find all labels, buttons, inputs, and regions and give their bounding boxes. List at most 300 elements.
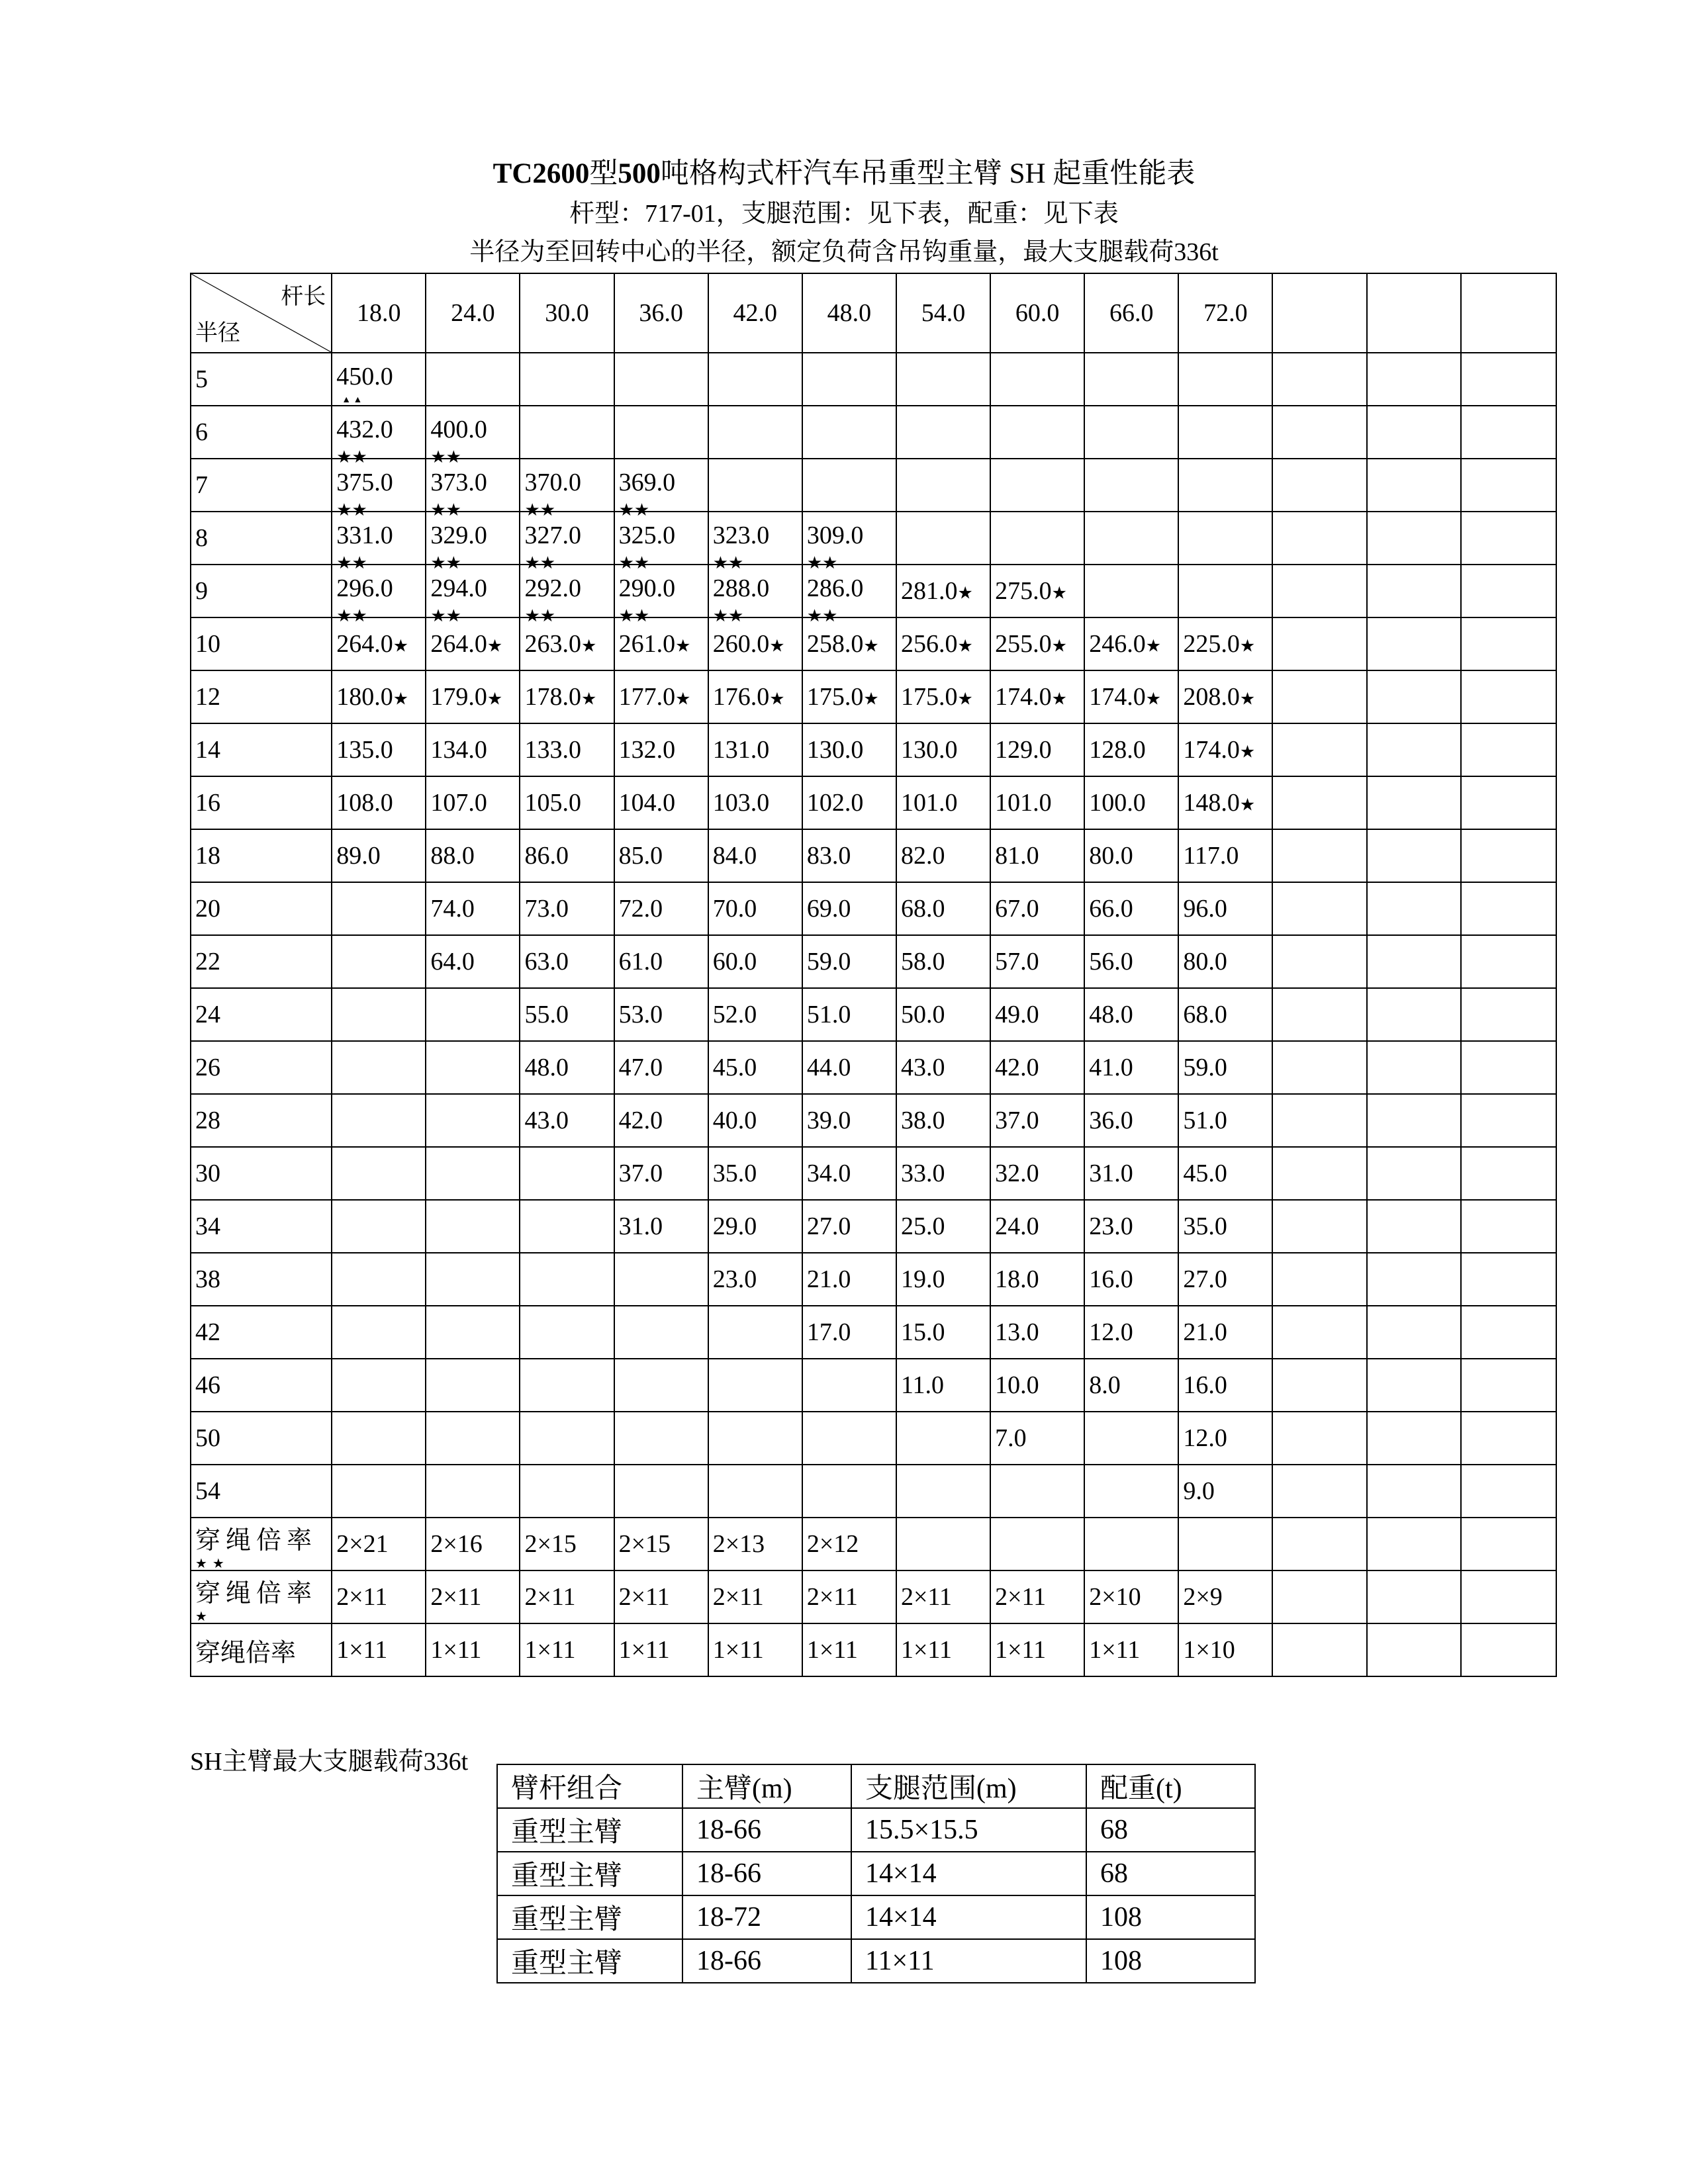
capacity-cell bbox=[332, 1253, 426, 1306]
capacity-cell: 179.0★ bbox=[426, 670, 520, 723]
capacity-cell: 375.0 ★★ bbox=[332, 459, 426, 512]
radius-cell: 5 bbox=[191, 353, 332, 406]
capacity-cell: 32.0 bbox=[990, 1147, 1084, 1200]
reeving-cell: 2×16 bbox=[426, 1518, 520, 1570]
capacity-cell bbox=[1272, 617, 1366, 670]
table-row bbox=[191, 617, 1556, 670]
radius-cell: 10 bbox=[191, 617, 332, 670]
capacity-cell bbox=[896, 1412, 990, 1465]
capacity-cell: 132.0 bbox=[614, 723, 708, 776]
reeving-cell: 2×11 bbox=[614, 1570, 708, 1623]
reeving-cell: 2×11 bbox=[520, 1570, 614, 1623]
capacity-cell: 105.0 bbox=[520, 776, 614, 829]
reeving-cell bbox=[1461, 1570, 1556, 1623]
capacity-cell: 96.0 bbox=[1178, 882, 1272, 935]
capacity-cell: 84.0 bbox=[708, 829, 802, 882]
capacity-cell: 25.0 bbox=[896, 1200, 990, 1253]
capacity-cell bbox=[1272, 829, 1366, 882]
radius-cell: 28 bbox=[191, 1094, 332, 1147]
marker-icon: ★★ bbox=[336, 553, 367, 572]
capacity-cell: 225.0★ bbox=[1178, 617, 1272, 670]
table-row bbox=[191, 670, 1556, 723]
capacity-cell bbox=[1272, 1306, 1366, 1359]
capacity-cell: 174.0★ bbox=[1084, 670, 1178, 723]
reeving-cell bbox=[1178, 1518, 1272, 1570]
capacity-cell: 107.0 bbox=[426, 776, 520, 829]
star-marker-icon: ★ bbox=[581, 636, 597, 656]
radius-cell: 22 bbox=[191, 935, 332, 988]
capacity-cell bbox=[1084, 459, 1178, 512]
capacity-cell: 33.0 bbox=[896, 1147, 990, 1200]
capacity-cell bbox=[1367, 565, 1461, 617]
reeving-cell: 2×9 bbox=[1178, 1570, 1272, 1623]
marker-icon: ★★ bbox=[618, 606, 650, 625]
title-block bbox=[0, 154, 1688, 271]
capacity-cell bbox=[1367, 1200, 1461, 1253]
capacity-cell: 38.0 bbox=[896, 1094, 990, 1147]
boom-length-header: 60.0 bbox=[990, 273, 1084, 353]
capacity-cell: 13.0 bbox=[990, 1306, 1084, 1359]
capacity-cell bbox=[1461, 882, 1556, 935]
capacity-cell: 175.0★ bbox=[802, 670, 896, 723]
table-row bbox=[191, 1359, 1556, 1412]
capacity-cell bbox=[1367, 1306, 1461, 1359]
capacity-cell bbox=[1272, 670, 1366, 723]
boom-length-header: 66.0 bbox=[1084, 273, 1178, 353]
capacity-cell bbox=[1272, 1200, 1366, 1253]
capacity-cell: 55.0 bbox=[520, 988, 614, 1041]
capacity-cell: 41.0 bbox=[1084, 1041, 1178, 1094]
capacity-cell bbox=[802, 459, 896, 512]
capacity-cell bbox=[332, 1412, 426, 1465]
capacity-cell bbox=[1272, 1412, 1366, 1465]
star-marker-icon: ★ bbox=[769, 689, 785, 709]
capacity-cell bbox=[1461, 1094, 1556, 1147]
table-row bbox=[191, 1306, 1556, 1359]
capacity-cell: 19.0 bbox=[896, 1253, 990, 1306]
capacity-cell bbox=[1272, 512, 1366, 565]
capacity-cell bbox=[1272, 459, 1366, 512]
capacity-cell bbox=[614, 1359, 708, 1412]
capacity-cell bbox=[426, 1306, 520, 1359]
capacity-cell: 67.0 bbox=[990, 882, 1084, 935]
capacity-cell bbox=[1367, 459, 1461, 512]
capacity-cell bbox=[990, 459, 1084, 512]
config-cell: 68 bbox=[1086, 1852, 1255, 1895]
capacity-cell: 292.0 ★★ bbox=[520, 565, 614, 617]
capacity-cell: 27.0 bbox=[802, 1200, 896, 1253]
capacity-cell: 63.0 bbox=[520, 935, 614, 988]
capacity-cell bbox=[520, 1306, 614, 1359]
marker-icon: ★★ bbox=[524, 606, 556, 625]
star-marker-icon: ★ bbox=[1051, 583, 1067, 603]
star-marker-icon: ★ bbox=[581, 689, 597, 709]
star-marker-icon: ★ bbox=[487, 636, 503, 656]
capacity-cell: 11.0 bbox=[896, 1359, 990, 1412]
reeving-cell: 1×11 bbox=[896, 1623, 990, 1676]
marker-icon: ★★ bbox=[336, 500, 367, 520]
capacity-cell bbox=[1461, 1412, 1556, 1465]
capacity-cell: 35.0 bbox=[1178, 1200, 1272, 1253]
capacity-cell: 21.0 bbox=[1178, 1306, 1272, 1359]
capacity-cell: 23.0 bbox=[1084, 1200, 1178, 1253]
capacity-cell: 85.0 bbox=[614, 829, 708, 882]
capacity-cell bbox=[1272, 1147, 1366, 1200]
capacity-cell bbox=[1367, 353, 1461, 406]
capacity-cell: 133.0 bbox=[520, 723, 614, 776]
capacity-cell bbox=[708, 1306, 802, 1359]
capacity-cell: 290.0 ★★ bbox=[614, 565, 708, 617]
reeving-cell: 2×11 bbox=[708, 1570, 802, 1623]
capacity-cell bbox=[1084, 353, 1178, 406]
capacity-cell bbox=[614, 353, 708, 406]
capacity-cell bbox=[1367, 512, 1461, 565]
capacity-cell: 66.0 bbox=[1084, 882, 1178, 935]
table-row bbox=[191, 1041, 1556, 1094]
capacity-cell: 82.0 bbox=[896, 829, 990, 882]
capacity-cell: 102.0 bbox=[802, 776, 896, 829]
star-marker-icon: ★ bbox=[1239, 742, 1256, 762]
capacity-cell: 35.0 bbox=[708, 1147, 802, 1200]
capacity-cell: 130.0 bbox=[802, 723, 896, 776]
capacity-cell bbox=[332, 1465, 426, 1518]
star-marker-icon: ★ bbox=[769, 636, 785, 656]
capacity-cell: 68.0 bbox=[1178, 988, 1272, 1041]
capacity-cell: 135.0 bbox=[332, 723, 426, 776]
reeving-cell: 1×11 bbox=[802, 1623, 896, 1676]
reeving-cell bbox=[990, 1518, 1084, 1570]
config-cell: 重型主臂 bbox=[497, 1808, 682, 1852]
capacity-cell: 49.0 bbox=[990, 988, 1084, 1041]
star-marker-icon: ★ bbox=[1145, 689, 1162, 709]
marker-icon: ★★ bbox=[712, 606, 744, 625]
capacity-cell bbox=[1272, 406, 1366, 459]
load-chart-table bbox=[190, 273, 1557, 1677]
capacity-cell bbox=[520, 1147, 614, 1200]
config-cell: 重型主臂 bbox=[497, 1939, 682, 1983]
capacity-cell bbox=[896, 512, 990, 565]
capacity-cell bbox=[1084, 1465, 1178, 1518]
capacity-cell bbox=[614, 1306, 708, 1359]
capacity-cell: 327.0 ★★ bbox=[520, 512, 614, 565]
table-row bbox=[191, 353, 1556, 406]
capacity-cell: 175.0★ bbox=[896, 670, 990, 723]
title-tonnage: 500 bbox=[618, 158, 661, 189]
capacity-cell bbox=[990, 512, 1084, 565]
capacity-cell: 260.0★ bbox=[708, 617, 802, 670]
capacity-cell bbox=[708, 1412, 802, 1465]
capacity-cell: 128.0 bbox=[1084, 723, 1178, 776]
radius-cell: 26 bbox=[191, 1041, 332, 1094]
capacity-cell bbox=[1272, 1253, 1366, 1306]
capacity-cell: 36.0 bbox=[1084, 1094, 1178, 1147]
reeving-label-cell: 穿绳倍率 ★★ bbox=[191, 1518, 332, 1570]
config-row bbox=[497, 1895, 1255, 1939]
marker-icon: ★★ bbox=[618, 553, 650, 572]
capacity-cell bbox=[520, 1253, 614, 1306]
table-row bbox=[191, 1253, 1556, 1306]
header-corner-cell bbox=[191, 273, 332, 353]
table-row bbox=[191, 776, 1556, 829]
capacity-cell bbox=[896, 1465, 990, 1518]
page-title bbox=[0, 154, 1688, 195]
config-cell: 重型主臂 bbox=[497, 1895, 682, 1939]
boom-length-header: 72.0 bbox=[1178, 273, 1272, 353]
capacity-cell: 37.0 bbox=[614, 1147, 708, 1200]
capacity-cell bbox=[1461, 776, 1556, 829]
radius-cell: 34 bbox=[191, 1200, 332, 1253]
config-header-cell: 配重(t) bbox=[1086, 1764, 1255, 1808]
boom-length-header: 36.0 bbox=[614, 273, 708, 353]
capacity-cell: 258.0★ bbox=[802, 617, 896, 670]
radius-cell: 50 bbox=[191, 1412, 332, 1465]
capacity-cell bbox=[1461, 1041, 1556, 1094]
config-header-cell: 主臂(m) bbox=[682, 1764, 851, 1808]
marker-icon: ★★ bbox=[336, 447, 367, 467]
reeving-cell bbox=[1461, 1518, 1556, 1570]
capacity-cell bbox=[332, 1359, 426, 1412]
marker-icon: ★★ bbox=[430, 500, 461, 520]
table-row bbox=[191, 1412, 1556, 1465]
capacity-cell bbox=[1367, 776, 1461, 829]
reeving-cell: 2×10 bbox=[1084, 1570, 1178, 1623]
capacity-cell bbox=[332, 935, 426, 988]
table-row bbox=[191, 829, 1556, 882]
capacity-cell: 286.0 ★★ bbox=[802, 565, 896, 617]
capacity-cell: 264.0★ bbox=[332, 617, 426, 670]
capacity-cell bbox=[332, 1094, 426, 1147]
reeving-cell bbox=[1367, 1518, 1461, 1570]
reeving-cell bbox=[1272, 1623, 1366, 1676]
capacity-cell bbox=[1272, 1094, 1366, 1147]
capacity-cell: 263.0★ bbox=[520, 617, 614, 670]
capacity-cell bbox=[1461, 988, 1556, 1041]
config-row bbox=[497, 1939, 1255, 1983]
capacity-cell: 256.0★ bbox=[896, 617, 990, 670]
marker-icon: ★★ bbox=[524, 553, 556, 572]
star-marker-icon: ★ bbox=[675, 636, 691, 656]
capacity-cell: 208.0★ bbox=[1178, 670, 1272, 723]
capacity-cell: 176.0★ bbox=[708, 670, 802, 723]
capacity-cell: 89.0 bbox=[332, 829, 426, 882]
capacity-cell: 329.0 ★★ bbox=[426, 512, 520, 565]
capacity-cell: 48.0 bbox=[520, 1041, 614, 1094]
capacity-cell: 10.0 bbox=[990, 1359, 1084, 1412]
reeving-cell: 2×11 bbox=[426, 1570, 520, 1623]
capacity-cell bbox=[332, 1147, 426, 1200]
marker-icon: ★★ bbox=[430, 447, 461, 467]
table-row bbox=[191, 459, 1556, 512]
capacity-cell: 130.0 bbox=[896, 723, 990, 776]
capacity-cell bbox=[1178, 459, 1272, 512]
boom-length-header: 48.0 bbox=[802, 273, 896, 353]
reeving-cell bbox=[1367, 1570, 1461, 1623]
capacity-cell bbox=[426, 1041, 520, 1094]
star-marker-icon: ★ bbox=[675, 689, 691, 709]
star-marker-icon: ★ bbox=[1239, 689, 1256, 709]
reeving-cell: 1×11 bbox=[708, 1623, 802, 1676]
capacity-cell bbox=[614, 1412, 708, 1465]
table-row bbox=[191, 1465, 1556, 1518]
config-cell: 18-66 bbox=[682, 1808, 851, 1852]
capacity-cell bbox=[426, 1359, 520, 1412]
capacity-cell: 129.0 bbox=[990, 723, 1084, 776]
capacity-cell: 323.0 ★★ bbox=[708, 512, 802, 565]
marker-icon: ★★ bbox=[806, 606, 838, 625]
capacity-cell bbox=[1367, 1147, 1461, 1200]
capacity-cell: 59.0 bbox=[802, 935, 896, 988]
title-model: TC2600 bbox=[492, 158, 590, 189]
capacity-cell bbox=[426, 1147, 520, 1200]
boom-length-header bbox=[1461, 273, 1556, 353]
config-cell: 重型主臂 bbox=[497, 1852, 682, 1895]
table-row bbox=[191, 1094, 1556, 1147]
capacity-cell bbox=[1272, 776, 1366, 829]
capacity-cell: 261.0★ bbox=[614, 617, 708, 670]
capacity-cell bbox=[1461, 829, 1556, 882]
star-marker-icon: ★ bbox=[863, 636, 879, 656]
capacity-cell: 72.0 bbox=[614, 882, 708, 935]
capacity-cell: 50.0 bbox=[896, 988, 990, 1041]
capacity-cell: 174.0★ bbox=[1178, 723, 1272, 776]
capacity-cell: 7.0 bbox=[990, 1412, 1084, 1465]
config-header-cell: 臂杆组合 bbox=[497, 1764, 682, 1808]
capacity-cell bbox=[1367, 1359, 1461, 1412]
boom-length-header bbox=[1367, 273, 1461, 353]
capacity-cell bbox=[708, 1465, 802, 1518]
table-row bbox=[191, 723, 1556, 776]
capacity-cell: 325.0 ★★ bbox=[614, 512, 708, 565]
capacity-cell bbox=[1272, 935, 1366, 988]
capacity-cell bbox=[1084, 512, 1178, 565]
table-row bbox=[191, 1200, 1556, 1253]
capacity-cell bbox=[1367, 882, 1461, 935]
radius-cell: 8 bbox=[191, 512, 332, 565]
marker-icon: ★★ bbox=[336, 606, 367, 625]
capacity-cell bbox=[1367, 406, 1461, 459]
capacity-cell: 56.0 bbox=[1084, 935, 1178, 988]
capacity-cell bbox=[1367, 1253, 1461, 1306]
capacity-cell bbox=[1367, 1412, 1461, 1465]
capacity-cell bbox=[520, 406, 614, 459]
capacity-cell bbox=[1461, 1147, 1556, 1200]
radius-cell: 42 bbox=[191, 1306, 332, 1359]
capacity-cell bbox=[990, 1465, 1084, 1518]
capacity-cell: 42.0 bbox=[614, 1094, 708, 1147]
capacity-cell: 80.0 bbox=[1084, 829, 1178, 882]
boom-length-header: 54.0 bbox=[896, 273, 990, 353]
capacity-cell: 264.0★ bbox=[426, 617, 520, 670]
capacity-cell: 18.0 bbox=[990, 1253, 1084, 1306]
capacity-cell: 432.0 ★★ bbox=[332, 406, 426, 459]
capacity-cell: 69.0 bbox=[802, 882, 896, 935]
capacity-cell: 48.0 bbox=[1084, 988, 1178, 1041]
capacity-cell bbox=[614, 406, 708, 459]
capacity-cell bbox=[1461, 617, 1556, 670]
capacity-cell bbox=[426, 1200, 520, 1253]
reeving-cell bbox=[1367, 1623, 1461, 1676]
marker-icon: ★★ bbox=[806, 553, 838, 572]
capacity-cell: 108.0 bbox=[332, 776, 426, 829]
config-cell: 18-66 bbox=[682, 1939, 851, 1983]
subtitle-config: 杆型：717-01，支腿范围：见下表，配重：见下表 bbox=[569, 200, 1119, 228]
capacity-cell: 39.0 bbox=[802, 1094, 896, 1147]
radius-cell: 54 bbox=[191, 1465, 332, 1518]
reeving-cell: 1×11 bbox=[520, 1623, 614, 1676]
capacity-cell bbox=[1178, 512, 1272, 565]
capacity-cell: 68.0 bbox=[896, 882, 990, 935]
configuration-table bbox=[496, 1764, 1256, 1983]
capacity-cell: 288.0 ★★ bbox=[708, 565, 802, 617]
reeving-cell: 2×11 bbox=[332, 1570, 426, 1623]
capacity-cell bbox=[1178, 406, 1272, 459]
capacity-cell bbox=[990, 406, 1084, 459]
capacity-cell bbox=[426, 1412, 520, 1465]
capacity-cell bbox=[426, 988, 520, 1041]
radius-cell: 38 bbox=[191, 1253, 332, 1306]
capacity-cell bbox=[1367, 723, 1461, 776]
table-row bbox=[191, 512, 1556, 565]
capacity-cell: 369.0 ★★ bbox=[614, 459, 708, 512]
reeving-cell bbox=[1272, 1570, 1366, 1623]
capacity-cell bbox=[520, 353, 614, 406]
outrigger-note: SH主臂最大支腿载荷336t bbox=[190, 1748, 469, 1776]
capacity-cell: 180.0★ bbox=[332, 670, 426, 723]
star-marker-icon: ★ bbox=[1051, 689, 1067, 709]
config-cell: 18-72 bbox=[682, 1895, 851, 1939]
capacity-cell: 45.0 bbox=[1178, 1147, 1272, 1200]
capacity-cell bbox=[332, 988, 426, 1041]
capacity-cell bbox=[332, 882, 426, 935]
capacity-cell: 51.0 bbox=[1178, 1094, 1272, 1147]
capacity-cell bbox=[1461, 1359, 1556, 1412]
capacity-cell: 246.0★ bbox=[1084, 617, 1178, 670]
capacity-cell: 61.0 bbox=[614, 935, 708, 988]
boom-length-header: 30.0 bbox=[520, 273, 614, 353]
marker-icon: ★★ bbox=[712, 553, 744, 572]
marker-icon: ★★ bbox=[195, 1557, 230, 1571]
capacity-cell bbox=[1367, 935, 1461, 988]
capacity-cell: 16.0 bbox=[1178, 1359, 1272, 1412]
capacity-cell bbox=[1367, 1041, 1461, 1094]
capacity-cell bbox=[708, 459, 802, 512]
reeving-cell: 2×13 bbox=[708, 1518, 802, 1570]
capacity-cell: 101.0 bbox=[896, 776, 990, 829]
config-row bbox=[497, 1852, 1255, 1895]
capacity-cell: 117.0 bbox=[1178, 829, 1272, 882]
capacity-cell: 104.0 bbox=[614, 776, 708, 829]
capacity-cell bbox=[1272, 353, 1366, 406]
capacity-cell: 131.0 bbox=[708, 723, 802, 776]
capacity-cell bbox=[1178, 565, 1272, 617]
reeving-cell bbox=[1461, 1623, 1556, 1676]
capacity-cell: 8.0 bbox=[1084, 1359, 1178, 1412]
boom-length-header: 42.0 bbox=[708, 273, 802, 353]
capacity-cell bbox=[1367, 1465, 1461, 1518]
reeving-row bbox=[191, 1623, 1556, 1676]
corner-label-boom-length: 杆长 bbox=[281, 285, 326, 309]
capacity-cell: 15.0 bbox=[896, 1306, 990, 1359]
config-cell: 14×14 bbox=[851, 1852, 1086, 1895]
capacity-cell: 83.0 bbox=[802, 829, 896, 882]
star-marker-icon: ★ bbox=[1239, 636, 1256, 656]
capacity-cell bbox=[1084, 565, 1178, 617]
capacity-cell: 296.0 ★★ bbox=[332, 565, 426, 617]
capacity-cell bbox=[708, 406, 802, 459]
capacity-cell bbox=[426, 1094, 520, 1147]
radius-cell: 9 bbox=[191, 565, 332, 617]
star-marker-icon: ★ bbox=[1239, 795, 1256, 815]
